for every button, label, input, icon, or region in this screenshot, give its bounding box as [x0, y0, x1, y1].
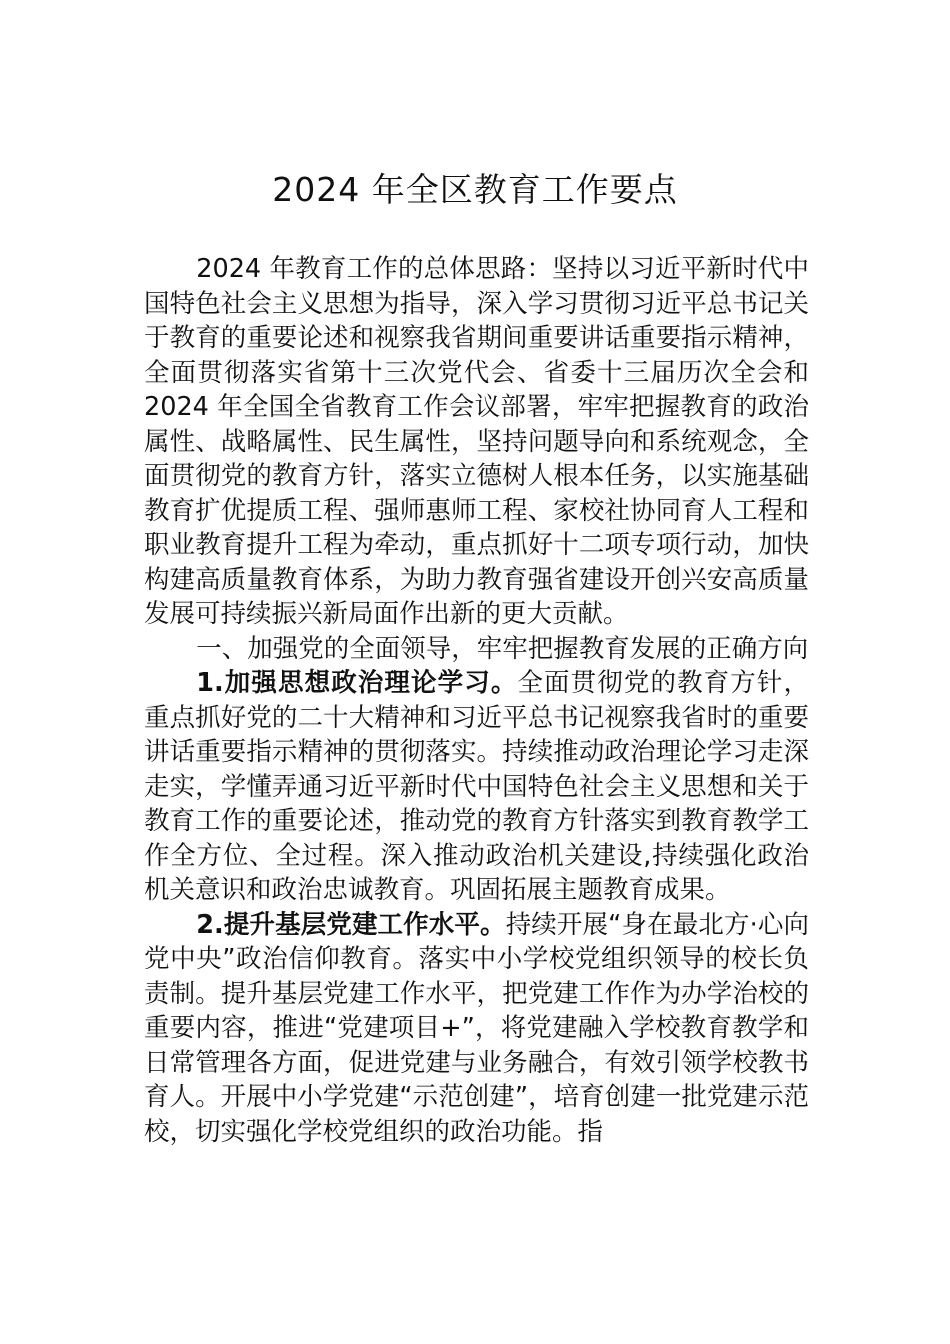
- item-heading: 2.提升基层党建工作水平。: [196, 909, 506, 940]
- document-title: 2024 年全区教育工作要点: [272, 170, 678, 209]
- item-heading: 1.加强思想政治理论学习。: [196, 668, 518, 698]
- paragraph-item-2: [144, 908, 809, 1150]
- paragraph-item-1: [144, 666, 809, 908]
- paragraph-text: 2024 年教育工作的总体思路：坚持以习近平新时代中国特色社会主义思想为指导，深入学习贯彻习近平总书记关于教育的重要论述和视察我省期间重要讲话重要指示精神，全面贯彻落实省第十三次党代会、省委十三届历次全会和 2024 年全国全省教育工作会议部署，牢牢把握教育的政治属性、战略属性、民生属性，坚持问题导向和系统观念，全面贯彻党的教育方针，落实立德树人根本任务，以实施基础教育扩优提质工程、强师惠师工程、家校社协同育人工程和职业教育提升工程为牵动，重点抓好十二项专项行动，加快构建高质量教育体系，为助力教育强省建设开创兴安高质量发展可持续振兴新局面作出新的更大贡献。: [144, 254, 809, 629]
- paragraph-text: 全面贯彻党的教育方针，重点抓好党的二十大精神和习近平总书记视察我省时的重要讲话重要指示精神的贯彻落实。持续推动政治理论学习走深走实，学懂弄通习近平新时代中国特色社会主义思想和关于教育工作的重要论述，推动党的教育方针落实到教育教学工作全方位、全过程。深入推动政治机关建设,持续强化政治机关意识和政治忠诚教育。巩固拓展主题教育成果。: [144, 668, 809, 905]
- paragraph-overall-approach: [144, 252, 809, 632]
- section-heading-party-leadership: [144, 632, 809, 667]
- paragraph-text: 持续开展“身在最北方·心向党中央”政治信仰教育。落实中小学校党组织领导的校长负责制。提升基层党建工作水平，把党建工作作为办学治校的重要内容，推进“党建项目+”，将党建融入学校教育教学和日常管理各方面，促进党建与业务融合，有效引领学校教书育人。开展中小学党建“示范创建”，培育创建一批党建示范校，切实强化学校党组织的政治功能。指: [144, 909, 809, 1147]
- document-body: [144, 252, 809, 1149]
- section-heading-text: 一、加强党的全面领导，牢牢把握教育发展的正确方向: [196, 633, 809, 664]
